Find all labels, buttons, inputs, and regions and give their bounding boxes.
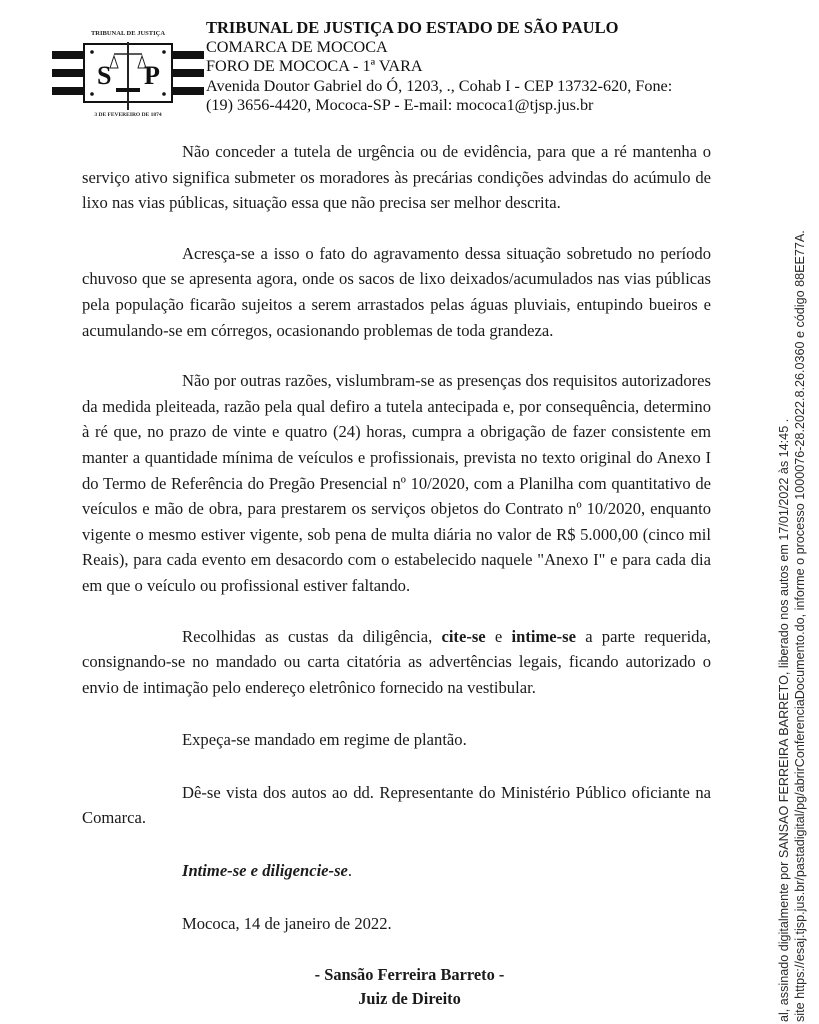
- date-line: Mococa, 14 de janeiro de 2022.: [182, 913, 392, 933]
- signature-block: [0, 963, 819, 1011]
- judge-title: Juiz de Direito: [358, 989, 461, 1008]
- address-line-2: (19) 3656-4420, Mococa-SP - E-mail: mococa1@tjsp.jus.br: [206, 96, 594, 114]
- paragraph-5: Expeça-se mandado em regime de plantão.: [182, 730, 467, 750]
- logo-letter-p: P: [144, 61, 160, 90]
- letterhead: [206, 18, 726, 116]
- address-line-1: Avenida Doutor Gabriel do Ó, 1203, ., Cohab I - CEP 13732-620, Fone:: [206, 76, 673, 95]
- tjsp-coat-of-arms-icon: [52, 24, 204, 120]
- tjsp-logo: [52, 24, 204, 120]
- court-name: TRIBUNAL DE JUSTIÇA DO ESTADO DE SÃO PAULO: [206, 18, 619, 37]
- p7-italic: Intime-se e diligencie-se: [182, 861, 348, 881]
- side-note-line-1: al, assinado digitalmente por SANSAO FERREIRA BARRETO, liberado nos autos em 17/01/2022 às 14:45 .: [777, 418, 791, 1022]
- paragraph-3: Não por outras razões, vislumbram-se as presenças dos requisitos autorizadores da medida pleiteada, razão pela qual defiro a tutela antecipada e, por consequência, determino à ré que, no prazo de vinte e quatro (24) horas, cumpra a obrigação de fazer consistente em manter a quantidade mínima de veículos e profissionais, prevista no texto original do Anexo I do Termo de Referência do Pregão Presencial nº 10/2020, com a Planilha com quantitativo de veículos e mão de obra, para prestarem os serviços objetos do Contrato nº 10/2020, enquanto vigente o mesmo estiver vigente, sob pena de multa diária no valor de R$ 5.000,00 (cinco mil Reais), para cada evento em desacordo com o estabelecido naquele "Anexo I" e para cada dia em que o veículo ou profissional estiver faltando.: [82, 371, 711, 595]
- p4-bold-intime: intime-se: [511, 626, 576, 646]
- paragraph-2: Acresça-se a isso o fato do agravamento dessa situação sobretudo no período chuvoso que se apresenta agora, onde os sacos de lixo deixados/acumulados nas vias públicas pela população ficarão sujeitos a serem arrastados pelas águas pluviais, entupindo bueiros e acumulando-se em córregos, ocasionando problemas de toda grandeza.: [82, 243, 711, 340]
- p4-text-2: e: [485, 626, 512, 646]
- comarca: COMARCA DE MOCOCA: [206, 37, 388, 56]
- logo-bottom-text: 3 DE FEVEREIRO DE 1874: [94, 112, 162, 118]
- judge-name: - Sansão Ferreira Barreto -: [314, 965, 505, 984]
- p4-text-1: Recolhidas as custas da diligência,: [182, 626, 442, 646]
- side-note-line-2: site https://esaj.tjsp.jus.br/pastadigital/pg/abrirConferenciaDocumento.do, informe o processo 1000076-28.2022.8.26.0360 e código 88EE77A.: [792, 230, 807, 1022]
- paragraph-7: [82, 858, 711, 884]
- logo-top-text: TRIBUNAL DE JUSTIÇA: [90, 30, 166, 37]
- decision-body: [82, 139, 711, 936]
- foro: FORO DE MOCOCA - 1ª VARA: [206, 57, 423, 75]
- paragraph-4: [82, 624, 711, 701]
- digital-signature-note: [777, 12, 808, 1022]
- p4-bold-cite: cite-se: [441, 626, 486, 646]
- paragraph-6: Dê-se vista dos autos ao dd. Representante do Ministério Público oficiante na Comarca.: [82, 782, 711, 828]
- paragraph-1: Não conceder a tutela de urgência ou de evidência, para que a ré mantenha o serviço ativo significa submeter os moradores às precárias condições advindas do acúmulo de lixo nas vias públicas, situação essa que não precisa ser melhor descrita.: [82, 142, 711, 213]
- logo-letter-s: S: [97, 61, 112, 90]
- p7-end: .: [347, 861, 353, 881]
- p4-text-3: a parte requerida, consignando-se no mandado ou carta citatória as advertências legais, ficando autorizado o envio de intimação pelo endereço eletrônico fornecido na vestibular.: [82, 626, 711, 697]
